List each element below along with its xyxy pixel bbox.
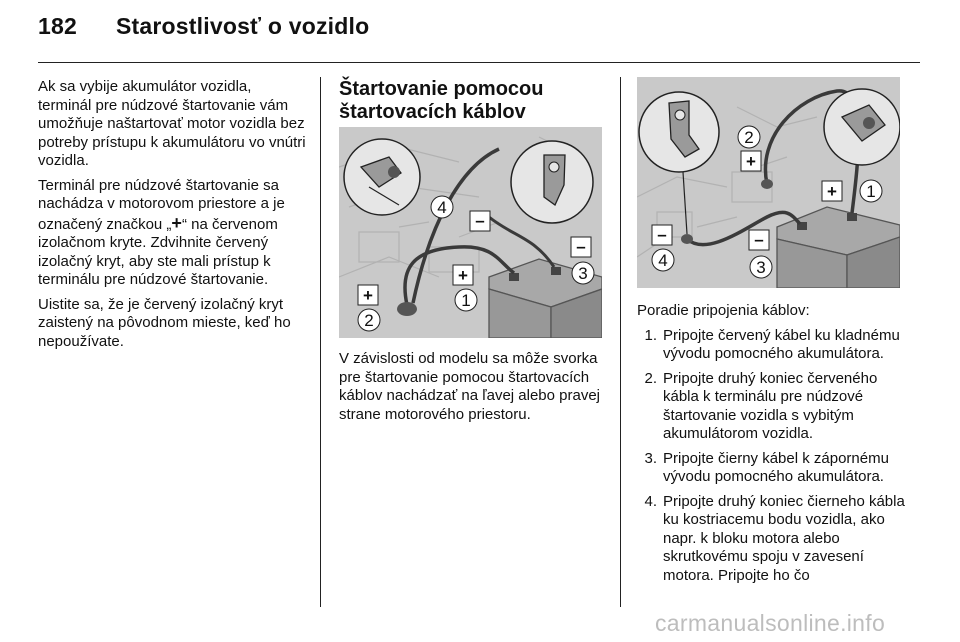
step-text: Pripojte červený kábel ku kladnému vývodu pomocného akumulátora.	[663, 326, 900, 362]
header-rule	[38, 62, 920, 63]
plus-label: +	[746, 152, 756, 171]
callout-4: 4	[658, 251, 668, 270]
paragraph-terminal-start: Terminál pre núdzové štartovanie sa nachádza v motorovom priestore a je označený značkou „	[38, 176, 285, 233]
callout-1: 1	[866, 182, 876, 201]
callout-2: 2	[364, 311, 374, 330]
paragraph-terminal	[38, 177, 308, 290]
step-text: Pripojte čierny kábel k zápornému vývodu pomocného akumulátora.	[663, 449, 889, 485]
section-title: Štartovanie pomocou štartovacích káblov	[339, 78, 544, 123]
step-text: Pripojte druhý koniec čierneho kábla ku kostriacemu bodu vozidla, ako napr. k bloku motora alebo skrutkovému spoju v zavesení motora. Pripojte ho čo	[663, 492, 905, 584]
jump-start-figure-1	[339, 127, 602, 338]
minus-label: –	[475, 211, 485, 230]
figure-1-caption-block	[339, 350, 605, 430]
plus-label: +	[363, 286, 373, 305]
paragraph-intro: Ak sa vybije akumulátor vozidla, terminál pre núdzové štartovanie vám umožňuje naštartovať motor vozidla bez potreby prístupu k akumulátoru vo vnútri vozidla.	[38, 78, 306, 169]
column-1	[38, 78, 308, 357]
step-number: 2.	[644, 369, 657, 387]
jump-start-figure-2	[637, 77, 900, 288]
figure-1-caption: V závislosti od modelu sa môže svorka pre štartovanie pomocou štartovacích káblov nachádzať na ľavej alebo pravej strane motorového priestoru.	[339, 350, 601, 423]
plus-label: +	[458, 266, 468, 285]
column-3	[637, 302, 907, 591]
minus-label: –	[576, 237, 586, 256]
paragraph-terminal-end: “ na červenom izolačnom kryte. Zdvihnite červený izolačný kryt, aby ste mali prístup k terminálu pre núdzové štartovanie.	[38, 215, 278, 288]
plus-symbol: +	[171, 212, 182, 233]
callout-3: 3	[578, 264, 588, 283]
callout-3: 3	[756, 258, 766, 277]
step-number: 4.	[644, 492, 657, 510]
step-text: Pripojte druhý koniec červeného kábla k terminálu pre núdzové štartovanie vozidla s vybitým akumulátorom vozidla.	[663, 369, 878, 442]
step-number: 3.	[644, 449, 657, 467]
plus-label: +	[827, 182, 837, 201]
column-2	[339, 78, 605, 132]
page-number: 182	[38, 13, 77, 39]
list-item	[637, 327, 907, 364]
step-number: 1.	[644, 326, 657, 344]
minus-label: –	[754, 230, 764, 249]
column-divider-1	[320, 77, 321, 607]
steps-intro: Poradie pripojenia káblov:	[637, 302, 810, 319]
column-divider-2	[620, 77, 621, 607]
list-item	[637, 493, 907, 586]
steps-list	[637, 327, 907, 586]
minus-label: –	[657, 225, 667, 244]
callout-1: 1	[461, 291, 471, 310]
paragraph-cover: Uistite sa, že je červený izolačný kryt zaistený na pôvodnom mieste, keď ho nepoužívate.	[38, 295, 291, 350]
callout-2: 2	[744, 128, 754, 147]
callout-4: 4	[437, 198, 447, 217]
page-title: Starostlivosť o vozidlo	[116, 13, 370, 39]
watermark: carmanualsonline.info	[655, 610, 886, 636]
list-item	[637, 370, 907, 444]
list-item	[637, 450, 907, 487]
page-header	[38, 13, 369, 40]
